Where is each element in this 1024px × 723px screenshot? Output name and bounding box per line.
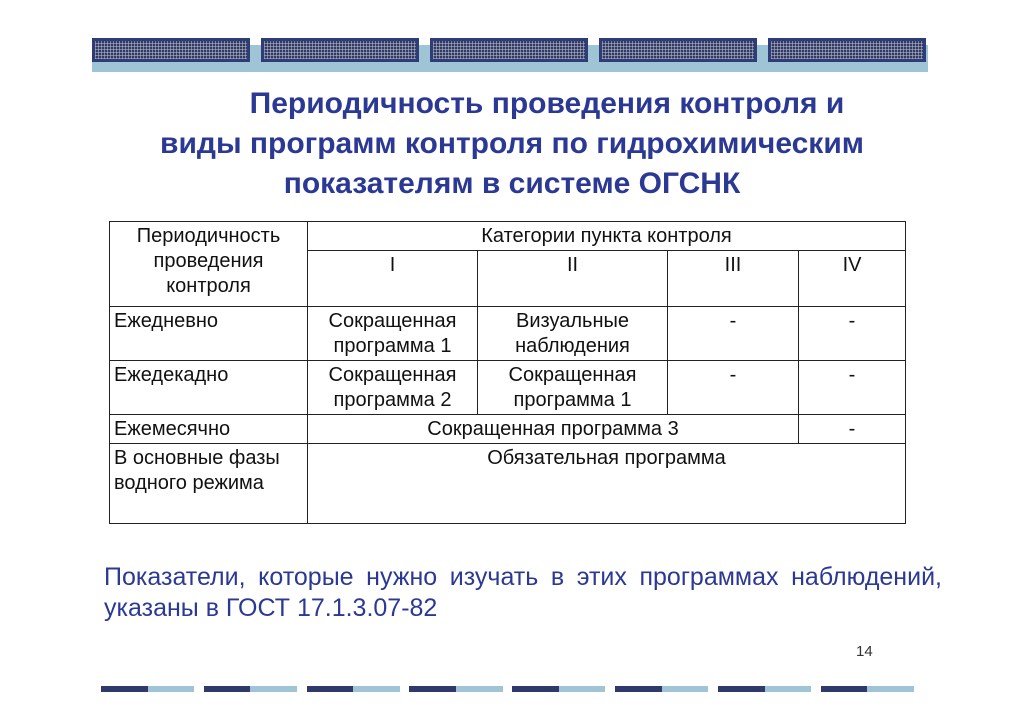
strip-segment — [867, 686, 914, 692]
cell-cat4: - — [799, 415, 906, 444]
strip-segment — [718, 686, 765, 692]
row-label: Ежемесячно — [110, 415, 308, 444]
top-band-block — [92, 38, 250, 62]
strip-segment — [559, 686, 606, 692]
row-label: Ежедекадно — [110, 361, 308, 415]
table-row — [110, 307, 906, 361]
table-row — [110, 415, 906, 444]
slide-title-line-1: Периодичность проведения контроля и — [249, 87, 845, 120]
top-band-block — [261, 38, 419, 62]
row-label: В основные фазы водного режима — [110, 444, 308, 524]
gost-note: Показатели, которые нужно изучать в этих программах наблюдений, указаны в ГОСТ 17.1.3.07-82 — [104, 563, 942, 622]
cell-cat1: Сокращенная программа 1 — [308, 307, 478, 361]
cell-cat3: - — [668, 361, 799, 415]
strip-segment — [503, 686, 513, 692]
strip-segment — [662, 686, 709, 692]
strip-segment — [605, 686, 615, 692]
strip-segment — [512, 686, 559, 692]
cell-cat3: - — [668, 307, 799, 361]
cell-cat4: - — [799, 307, 906, 361]
cell-all-categories: Обязательная программа — [308, 444, 906, 524]
strip-segment — [456, 686, 503, 692]
cell-cat1-3: Сокращенная программа 3 — [308, 415, 799, 444]
strip-segment — [194, 686, 204, 692]
control-schedule-table — [109, 221, 906, 524]
cell-cat4: - — [799, 361, 906, 415]
strip-segment — [250, 686, 297, 692]
header-categories: Категории пункта контроля — [308, 222, 906, 251]
strip-segment — [148, 686, 195, 692]
strip-segment — [765, 686, 812, 692]
strip-segment — [409, 686, 456, 692]
header-category-1: I — [308, 251, 478, 307]
strip-segment — [307, 686, 354, 692]
slide-title-line-2: виды программ контроля по гидрохимическим — [160, 127, 864, 160]
table-header-row — [110, 222, 906, 251]
cell-cat2: Сокращенная программа 1 — [478, 361, 668, 415]
header-category-4: IV — [799, 251, 906, 307]
table-row — [110, 444, 906, 524]
header-category-2: II — [478, 251, 668, 307]
cell-cat1: Сокращенная программа 2 — [308, 361, 478, 415]
top-band-block — [599, 38, 757, 62]
strip-segment — [615, 686, 662, 692]
table-row — [110, 361, 906, 415]
strip-segment — [353, 686, 400, 692]
top-band-block — [430, 38, 588, 62]
header-category-3: III — [668, 251, 799, 307]
strip-segment — [821, 686, 868, 692]
strip-segment — [400, 686, 410, 692]
strip-segment — [204, 686, 251, 692]
cell-cat2: Визуальные наблюдения — [478, 307, 668, 361]
bottom-decorative-strip — [101, 686, 914, 692]
header-periodicity: Периодичность проведения контроля — [110, 222, 308, 307]
slide-title — [0, 84, 1024, 204]
top-band-block — [768, 38, 926, 62]
page-number: 14 — [856, 643, 873, 660]
strip-segment — [297, 686, 307, 692]
strip-segment — [101, 686, 148, 692]
strip-segment — [811, 686, 821, 692]
row-label: Ежедневно — [110, 307, 308, 361]
strip-segment — [708, 686, 718, 692]
slide-title-line-3: показателям в системе ОГСНК — [283, 167, 741, 200]
top-decorative-band — [92, 38, 928, 72]
